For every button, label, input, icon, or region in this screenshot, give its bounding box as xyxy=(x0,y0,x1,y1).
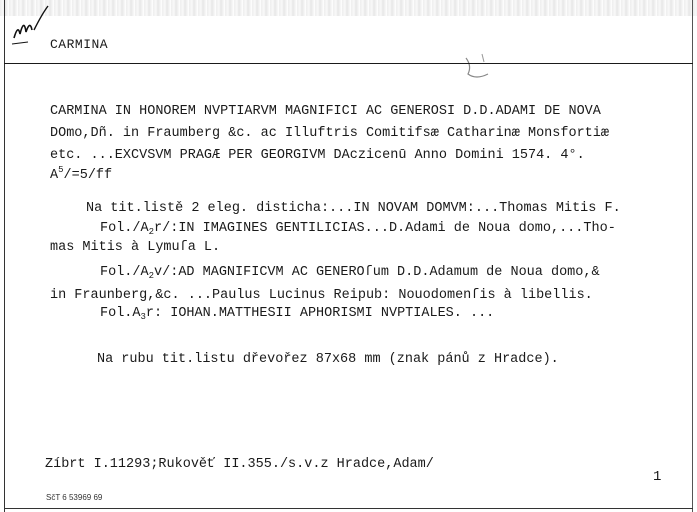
collation-rest: /=5/ff xyxy=(63,168,113,183)
fol-a2v-line xyxy=(100,265,600,281)
fol-a2v-prefix: Fol./A xyxy=(100,265,149,280)
card-number: 1 xyxy=(653,469,662,485)
card-heading: CARMINA xyxy=(50,37,109,52)
header-rule xyxy=(4,63,693,64)
fol-a2r-subscript: 2 xyxy=(148,227,155,237)
title-line-3: etc. ...EXCVSVM PRAGÆ PER GEORGIVM DAczicenū Anno Domini 1574. 4°. xyxy=(50,148,585,163)
fol-a2v-rest: v/:AD MAGNIFICVM AC GENEROſum D.D.Adamum de Noua domo,& xyxy=(154,265,600,280)
fol-a3r-prefix: Fol.A xyxy=(100,306,141,321)
handwritten-mark-icon xyxy=(8,4,50,46)
collation-superscript: 5 xyxy=(58,165,64,175)
title-line-1: CARMINA IN HONOREM NVPTIARVM MAGNIFICI AC GENEROSI D.D.ADAMI DE NOVA xyxy=(50,104,601,119)
fol-a3r-line xyxy=(100,306,494,322)
card-left-edge xyxy=(4,0,5,512)
printer-mark: SčT 6 53969 69 xyxy=(46,493,103,502)
card-right-edge xyxy=(692,0,693,512)
collation-line xyxy=(50,165,113,184)
bibliographic-reference: Zíbrt I.11293;Rukověť II.355./s.v.z Hradce,Adam/ xyxy=(45,457,434,472)
woodcut-note: Na rubu tit.listu dřevořez 87x68 mm (znak pánů z Hradce). xyxy=(97,352,559,367)
note-disticha: Na tit.listě 2 eleg. disticha:...IN NOVAM DOMVM:...Thomas Mitis F. xyxy=(86,201,621,216)
fol-a2v-continuation: in Fraunberg,&c. ...Paulus Lucinus Reipub: Nouodomenſis à libellis. xyxy=(50,288,593,303)
fol-a2r-line xyxy=(100,221,616,237)
fol-a2r-continuation: mas Mitis à Lymuſa L. xyxy=(50,240,221,255)
collation-prefix: A xyxy=(50,168,59,183)
fol-a2v-subscript: 2 xyxy=(148,271,155,281)
scan-noise-strip xyxy=(0,0,697,16)
title-line-2: DOmo,Dñ. in Fraumberg &c. ac Illuftris Comitifsæ Catharinæ Monsfortiæ xyxy=(50,126,609,141)
scan-smudge-mark xyxy=(462,52,498,82)
fol-a3r-rest: r: IOHAN.MATTHESII APHORISMI NVPTIALES. ... xyxy=(145,306,495,321)
card-bottom-edge xyxy=(4,508,693,509)
fol-a2r-prefix: Fol./A xyxy=(100,221,149,236)
fol-a2r-rest: r/:IN IMAGINES GENTILICIAS...D.Adami de Noua domo,...Tho- xyxy=(154,221,616,236)
fol-a3r-subscript: 3 xyxy=(140,312,146,322)
